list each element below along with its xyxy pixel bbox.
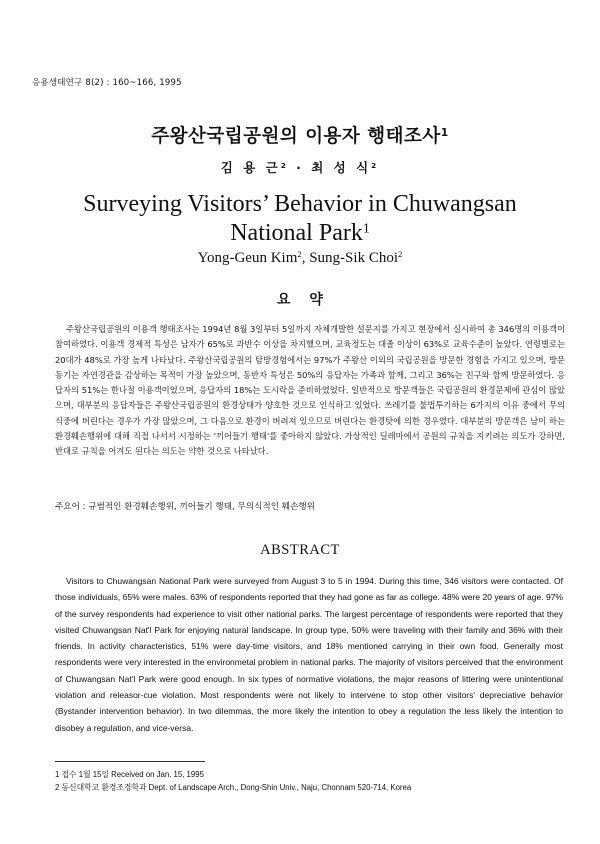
korean-title-footnote-mark: 1 <box>440 126 449 140</box>
footnote-2: 2 동신대학교 환경조경학과 Dept. of Landscape Arch., Dong-Shin Univ., Naju, Chonnam 520-714, Korea <box>55 783 412 792</box>
english-title <box>40 190 560 248</box>
english-author-separator: , <box>301 250 310 266</box>
english-author-1: Yong-Geun Kim <box>197 250 298 266</box>
korean-author-separator: · <box>288 160 312 175</box>
korean-author-1-mark: 2 <box>280 161 289 171</box>
korean-authors <box>0 158 600 176</box>
english-title-footnote-mark: 1 <box>362 221 370 237</box>
abstract-heading: ABSTRACT <box>260 542 340 558</box>
english-title-text: Surveying Visitors’ Behavior in Chuwangsan National Park <box>83 191 517 246</box>
korean-author-2-mark: 2 <box>371 161 380 171</box>
keywords-label: 주요어 : <box>55 502 89 512</box>
keywords-line <box>55 500 565 512</box>
korean-title-text: 주왕산국립공원의 이용자 행태조사 <box>151 126 441 147</box>
english-author-1-mark: 2 <box>297 249 302 260</box>
english-author-2-mark: 2 <box>398 249 403 260</box>
journal-citation: 응용생태연구 8(2) : 160~166, 1995 <box>32 78 182 88</box>
korean-title <box>0 122 600 148</box>
footnote-1: 1 접수 1월 15일 Received on Jan. 15, 1995 <box>55 770 204 779</box>
english-abstract-body: Visitors to Chuwangsan National Park were surveyed from August 3 to 5 in 1994. During this time, 346 visitors were contacted. Of those individuals, 65% were males. 63% of respondents reported that they had gone as far as college. 48% were 20 years of age. 97% of the survey respondents had experience to visit other national parks. The largest percentage of respondents were reported that they visited Chuwangsan Nat'l Park for enjoying natural landscape. In group type, 50% were traveling with their family and 36% with their friends. In activity characteristics, 51% were day-time visitors, and 18% mentioned carrying in their own food. Generally most respondents were very interested in the environmetal problem in national parks. The majority of visitors perceived that the environment of Chuwangsan Nat'l Park were good enough. In six types of normative violations, the major reasons of littering were unintentional violation and releasor-cue violation. Most respondents were not likely to intervene to stop other visitors' depreciative behavior (Bystander intervention behavior). In two dilemmas, the more likely the intention to obey a regulation the less likely the intention to disobey a regulation, and vice-versa. <box>55 576 563 733</box>
korean-abstract-body: 주왕산국립공원의 이용객 행태조사는 1994년 8월 3일부터 5일까지 자체개발한 설문지를 가지고 현장에서 실시하여 총 346명의 이용객이 참여하였다. 이용객 경제적 특성은 남자가 65%로 과반수 이상을 차지했으며, 교육정도는 대졸 이상이 63%로 교육수준이 높았다. 연령별로는 20대가 48%로 가장 높게 나타났다. 주왕산국립공원의 탐방경험에서는 97%가 주왕산 이외의 국립공원을 방문한 경험을 가지고 있으며, 방문동기는 자연경관을 감상하는 목적이 가장 높았으며, 동반자 특성은 50%의 응답자는 가족과 함께, 그리고 36%는 친구와 함께 방문하였다. 응답자의 51%는 한나절 이용객이었으며, 응답자의 18%는 도시락을 준비하였었다. 일반적으로 방문객들은 국립공원의 환경문제에 관심이 많았으며, 대부분의 응답자들은 주왕산국립공원의 환경상태가 양호한 것으로 인식하고 있었다. 쓰레기를 불법투기하는 6가지의 이유 중에서 무의식중에 버린다는 경우가 가장 많았으며, 그 다음으로 환경이 버려져 있으므로 버린다는 환경탓에 의한 경우였다. 대부분의 방문객은 남이 하는 환경훼손행위에 대해 직접 나서서 시정하는 '끼어들기 행태'를 좋아하지 않았다. 가상적인 딜레마에서 공원의 규칙을 지키려는 의도가 강하면, 반대로 규칙을 어겨도 된다는 의도는 약한 것으로 나타났다. <box>55 324 565 457</box>
keywords-text: 규범적인 환경훼손행위, 끼어들기 행태, 무의식적인 훼손행위 <box>88 502 315 512</box>
korean-author-1: 김 용 근 <box>220 160 281 175</box>
korean-abstract-heading: 요 약 <box>277 292 323 308</box>
footnote-divider <box>55 761 205 762</box>
english-authors <box>0 250 600 267</box>
english-author-2: Sung-Sik Choi <box>309 250 398 266</box>
korean-author-2: 최 성 식 <box>311 160 372 175</box>
footnotes <box>55 768 565 794</box>
